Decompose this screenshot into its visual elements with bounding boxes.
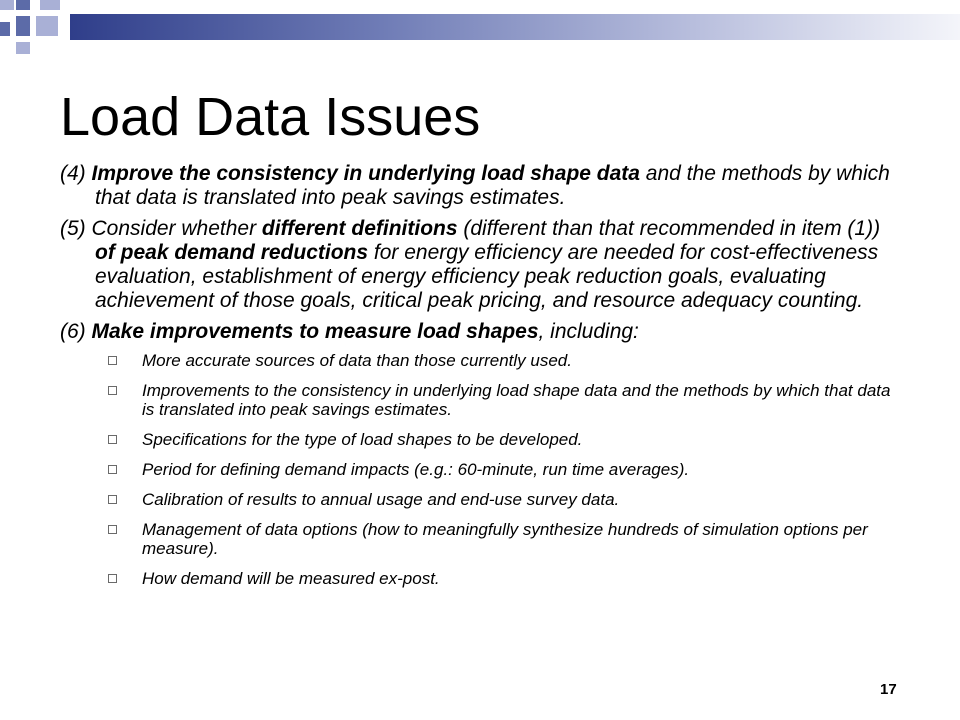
bold-text-run: of peak demand reductions: [95, 241, 369, 264]
text-run: (different than that recommended in item (1)): [457, 217, 881, 240]
sub-bullet-item: [60, 490, 905, 509]
hollow-square-bullet-icon: [108, 525, 117, 534]
sub-bullet-item: [60, 569, 905, 588]
bullet-item-6: [60, 320, 905, 344]
text-run: (4): [60, 162, 92, 185]
hollow-square-bullet-icon: [108, 574, 117, 583]
text-run: for energy efficiency are needed for cost-effectiveness evaluation, establishment of energy efficiency peak reduction goals, evaluating achievement of those goals, critical peak pricing, and resource adequacy counting.: [95, 241, 879, 312]
decorative-square: [16, 0, 30, 10]
sub-bullet-item: [60, 460, 905, 479]
sub-bullet-item: [60, 520, 905, 558]
text-run: , including:: [538, 320, 639, 343]
hollow-square-bullet-icon: [108, 495, 117, 504]
sub-bullet-text: Management of data options (how to meaningfully synthesize hundreds of simulation options per measure).: [142, 520, 868, 558]
text-run: (6): [60, 320, 92, 343]
sub-bullet-text: Specifications for the type of load shapes to be developed.: [142, 430, 583, 449]
slide-title: Load Data Issues: [60, 87, 481, 147]
sub-bullet-text: Calibration of results to annual usage and end-use survey data.: [142, 490, 620, 509]
sub-bullet-item: [60, 351, 905, 370]
text-run: and the methods by which that data is translated into peak savings estimates.: [95, 162, 890, 209]
text-run: (5) Consider whether: [60, 217, 262, 240]
decorative-square: [40, 0, 60, 10]
sub-bullet-list: [60, 351, 905, 588]
bold-text-run: different definitions: [261, 217, 458, 240]
page-number: 17: [880, 681, 897, 698]
hollow-square-bullet-icon: [108, 386, 117, 395]
sub-bullet-item: [60, 430, 905, 449]
hollow-square-bullet-icon: [108, 356, 117, 365]
decorative-square: [0, 22, 10, 36]
decorative-square: [16, 42, 30, 54]
bullet-item-5: [60, 217, 905, 313]
decorative-square: [0, 0, 14, 10]
sub-bullet-text: More accurate sources of data than those currently used.: [142, 351, 572, 370]
hollow-square-bullet-icon: [108, 435, 117, 444]
sub-bullet-text: How demand will be measured ex-post.: [142, 569, 440, 588]
decorative-square: [36, 16, 58, 36]
decorative-square: [16, 16, 30, 36]
sub-bullet-text: Period for defining demand impacts (e.g.: 60-minute, run time averages).: [142, 460, 690, 479]
sub-bullet-text: Improvements to the consistency in underlying load shape data and the methods by which that data is translated into peak savings estimates.: [142, 381, 891, 419]
header-gradient-bar: [70, 14, 960, 40]
bold-text-run: Improve the consistency in underlying load shape data: [91, 162, 640, 185]
bold-text-run: Make improvements to measure load shapes: [91, 320, 539, 343]
sub-bullet-item: [60, 381, 905, 419]
hollow-square-bullet-icon: [108, 465, 117, 474]
bullet-item-4: [60, 162, 905, 210]
slide-body: [60, 162, 905, 599]
